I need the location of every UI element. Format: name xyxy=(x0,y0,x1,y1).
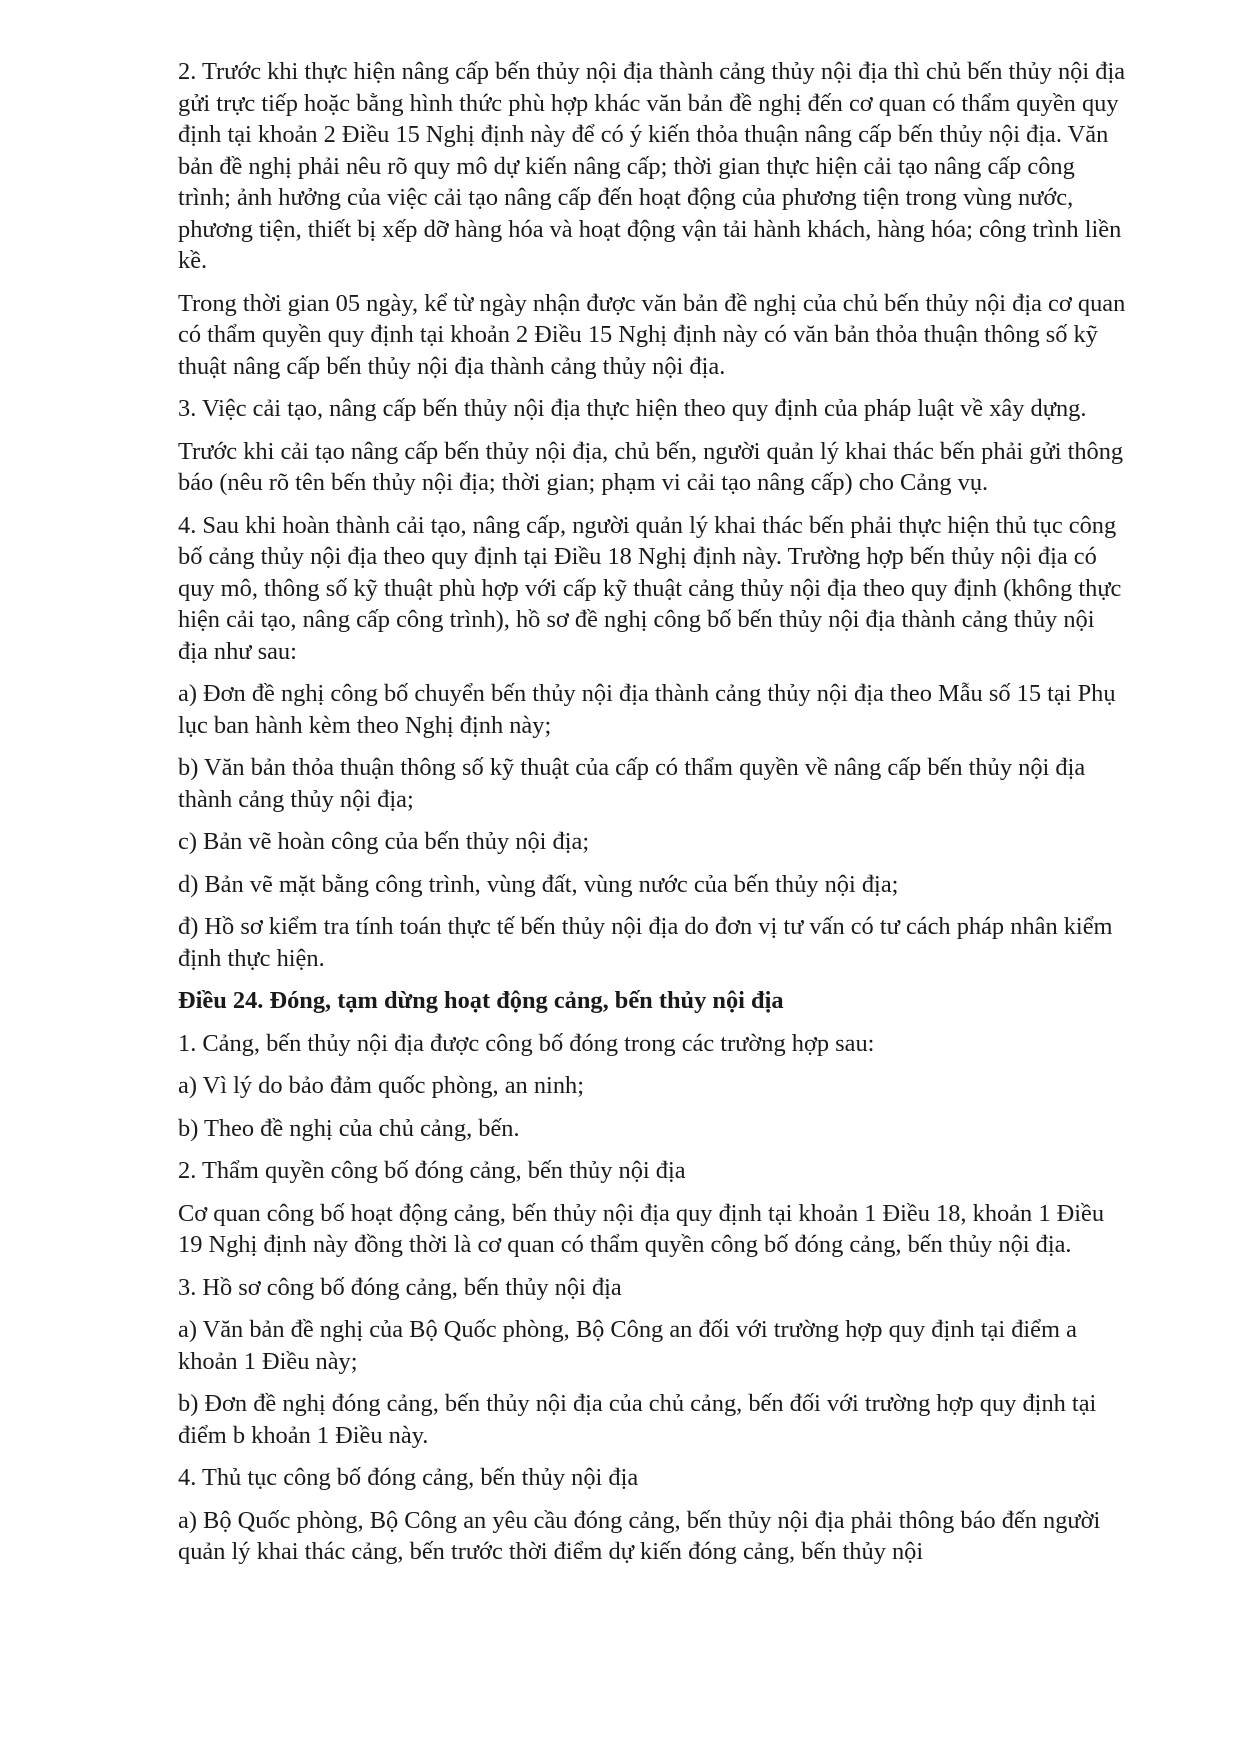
paragraph-renovation-notice: Trước khi cải tạo nâng cấp bến thủy nội địa, chủ bến, người quản lý khai thác bến phải gửi thông báo (nêu rõ tên bến thủy nội địa; thời gian; phạm vi cải tạo nâng cấp) cho Cảng vụ. xyxy=(178,437,1124,496)
document-page xyxy=(178,56,1130,1579)
list-item-owner-application: b) Đơn đề nghị đóng cảng, bến thủy nội địa của chủ cảng, bến đối với trường hợp quy định tại điểm b khoản 1 Điều này. xyxy=(178,1390,1097,1449)
paragraph-upgrade-approval: Trong thời gian 05 ngày, kể từ ngày nhận được văn bản đề nghị của chủ bến thủy nội địa cơ quan có thẩm quyền quy định tại khoản 2 Điều 15 Nghị định này có văn bản thỏa thuận thông số kỹ thuật nâng cấp bến thủy nội địa thành cảng thủy nội địa. xyxy=(178,289,1126,380)
list-item-a: a) Đơn đề nghị công bố chuyển bến thủy nội địa thành cảng thủy nội địa theo Mẫu số 15 tại Phụ lục ban hành kèm theo Nghị định này; xyxy=(178,680,1116,739)
list-item-ministry-request: a) Văn bản đề nghị của Bộ Quốc phòng, Bộ Công an đối với trường hợp quy định tại điểm a khoản 1 Điều này; xyxy=(178,1316,1077,1375)
list-item-c: c) Bản vẽ hoàn công của bến thủy nội địa; xyxy=(178,828,590,855)
list-item-dd: đ) Hồ sơ kiểm tra tính toán thực tế bến thủy nội địa do đơn vị tư vấn có tư cách pháp nhân kiểm định thực hiện. xyxy=(178,913,1113,972)
paragraph-announcement-procedure: 4. Sau khi hoàn thành cải tạo, nâng cấp, người quản lý khai thác bến phải thực hiện thủ tục công bố cảng thủy nội địa theo quy định tại Điều 18 Nghị định này. Trường hợp bến thủy nội địa có quy mô, thông số kỹ thuật phù hợp với cấp kỹ thuật cảng thủy nội địa theo quy định (không thực hiện cải tạo, nâng cấp công trình), hồ sơ đề nghị công bố bến thủy nội địa thành cảng thủy nội địa như sau: xyxy=(178,511,1122,665)
paragraph-closure-cases: 1. Cảng, bến thủy nội địa được công bố đóng trong các trường hợp sau: xyxy=(178,1029,875,1057)
list-item-d: d) Bản vẽ mặt bằng công trình, vùng đất, vùng nước của bến thủy nội địa; xyxy=(178,870,899,898)
list-item-ministry-notice: a) Bộ Quốc phòng, Bộ Công an yêu cầu đóng cảng, bến thủy nội địa phải thông báo đến người quản lý khai thác cảng, bến trước thời điểm dự kiến đóng cảng, bến thủy nội xyxy=(178,1506,1101,1565)
article-24-heading: Điều 24. Đóng, tạm dừng hoạt động cảng, bến thủy nội địa xyxy=(178,987,784,1014)
list-item-owner-request: b) Theo đề nghị của chủ cảng, bến. xyxy=(178,1114,520,1142)
paragraph-closure-dossier: 3. Hồ sơ công bố đóng cảng, bến thủy nội địa xyxy=(178,1273,622,1301)
paragraph-authority-detail: Cơ quan công bố hoạt động cảng, bến thủy nội địa quy định tại khoản 1 Điều 18, khoản 1 Điều 19 Nghị định này đồng thời là cơ quan có thẩm quyền công bố đóng cảng, bến thủy nội địa. xyxy=(178,1199,1105,1258)
list-item-b: b) Văn bản thỏa thuận thông số kỹ thuật của cấp có thẩm quyền về nâng cấp bến thủy nội địa thành cảng thủy nội địa; xyxy=(178,754,1086,813)
paragraph-closure-procedure: 4. Thủ tục công bố đóng cảng, bến thủy nội địa xyxy=(178,1464,639,1491)
paragraph-closure-authority: 2. Thẩm quyền công bố đóng cảng, bến thủy nội địa xyxy=(178,1157,686,1184)
list-item-defense: a) Vì lý do bảo đảm quốc phòng, an ninh; xyxy=(178,1072,584,1099)
paragraph-renovation-law: 3. Việc cải tạo, nâng cấp bến thủy nội địa thực hiện theo quy định của pháp luật về xây dựng. xyxy=(178,395,1087,422)
paragraph-upgrade-request: 2. Trước khi thực hiện nâng cấp bến thủy nội địa thành cảng thủy nội địa thì chủ bến thủy nội địa gửi trực tiếp hoặc bằng hình thức phù hợp khác văn bản đề nghị đến cơ quan có thẩm quyền quy định tại khoản 2 Điều 15 Nghị định này để có ý kiến thỏa thuận nâng cấp bến thủy nội địa. Văn bản đề nghị phải nêu rõ quy mô dự kiến nâng cấp; thời gian thực hiện cải tạo nâng cấp công trình; ảnh hưởng của việc cải tạo nâng cấp đến hoạt động của phương tiện trong vùng nước, phương tiện, thiết bị xếp dỡ hàng hóa và hoạt động vận tải hành khách, hàng hóa; công trình liền kề. xyxy=(178,58,1126,274)
